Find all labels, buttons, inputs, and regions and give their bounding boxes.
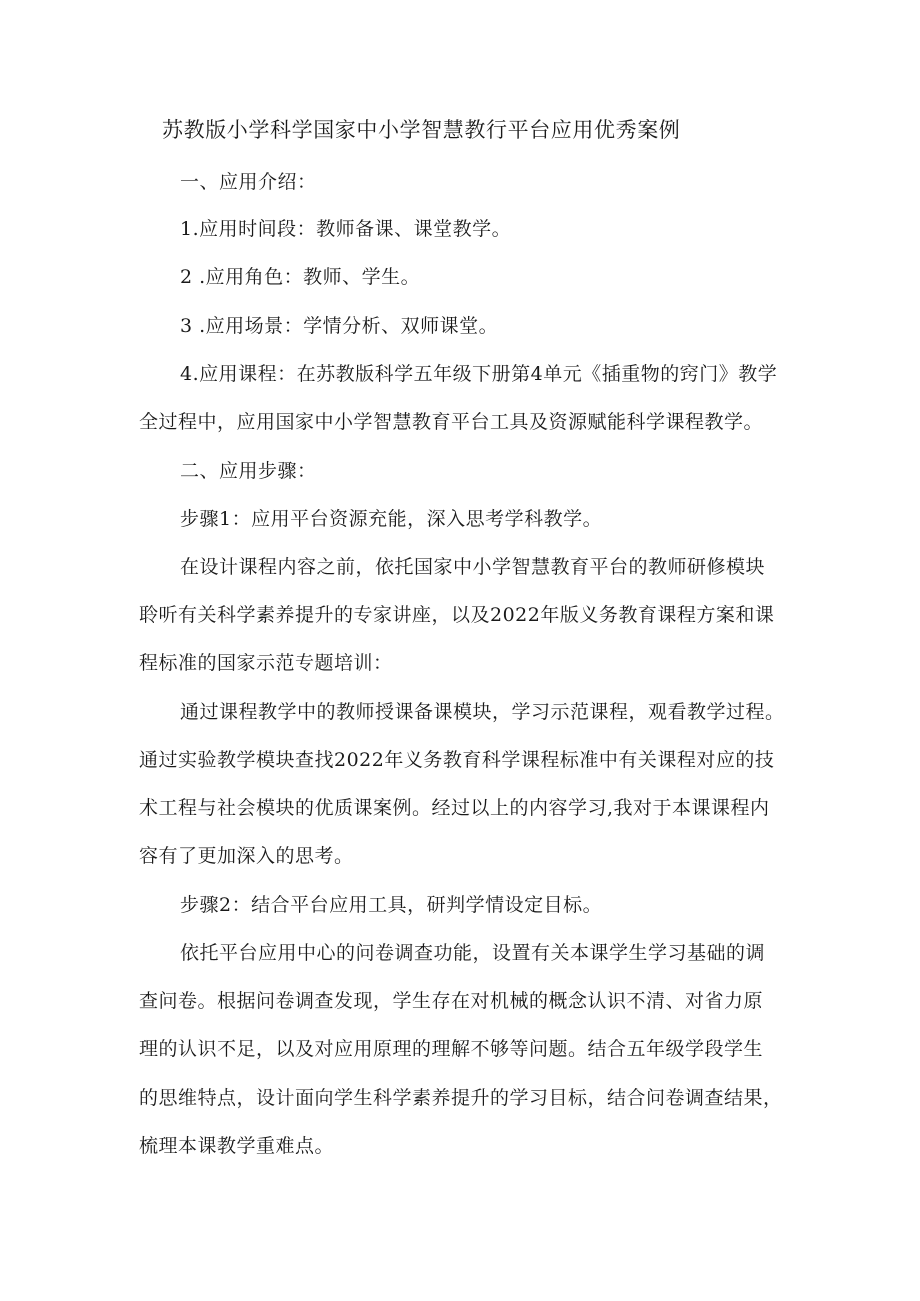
section-heading-steps: 二、应用步骤： (180, 460, 317, 482)
intro-item-time: 1.应用时间段：教师备课、课堂教学。 (180, 218, 512, 240)
intro-item-scene: 3 .应用场景：学情分析、双师课堂。 (180, 315, 499, 337)
paragraph-line: 术工程与社会模块的优质课案例。经过以上的内容学习,我对于本课课程内 (139, 797, 770, 819)
step2-heading: 步骤2：结合平台应用工具，研判学情设定目标。 (180, 894, 603, 916)
document-title: 苏教版小学科学国家中小学智慧教行平台应用优秀案例 (162, 118, 681, 142)
paragraph-line: 聆听有关科学素养提升的专家讲座，以及2022年版义务教育课程方案和课 (139, 604, 775, 626)
paragraph-line: 程标准的国家示范专题培训： (139, 652, 393, 674)
paragraph-line: 容有了更加深入的思考。 (139, 845, 354, 867)
paragraph-line: 梳理本课教学重难点。 (139, 1135, 335, 1157)
intro-item-role: 2 .应用角色：教师、学生。 (180, 266, 421, 288)
paragraph-line: 查问卷。根据问卷调查发现，学生存在对机械的概念认识不清、对省力原 (139, 990, 764, 1012)
step1-heading: 步骤1：应用平台资源充能，深入思考学科教学。 (180, 508, 603, 530)
paragraph-line: 通过课程教学中的教师授课备课模块，学习示范课程，观看教学过程。 (180, 701, 785, 723)
paragraph-line: 在设计课程内容之前，依托国家中小学智慧教育平台的教师研修模块 (180, 556, 766, 578)
paragraph-line: 理的认识不足，以及对应用原理的理解不够等问题。结合五年级学段学生 (139, 1038, 764, 1060)
paragraph-line: 依托平台应用中心的问卷调查功能，设置有关本课学生学习基础的调 (180, 942, 766, 964)
intro-item-course-line2: 全过程中，应用国家中小学智慧教育平台工具及资源赋能科学课程教学。 (139, 411, 764, 433)
section-heading-intro: 一、应用介绍： (180, 171, 317, 193)
paragraph-line: 通过实验教学模块查找2022年义务教育科学课程标准中有关课程对应的技 (139, 749, 775, 771)
paragraph-line: 的思维特点，设计面向学生科学素养提升的学习目标，结合问卷调查结果， (139, 1087, 783, 1109)
intro-item-course-line1: 4.应用课程：在苏教版科学五年级下册第4单元《插重物的窍门》教学 (180, 363, 778, 385)
